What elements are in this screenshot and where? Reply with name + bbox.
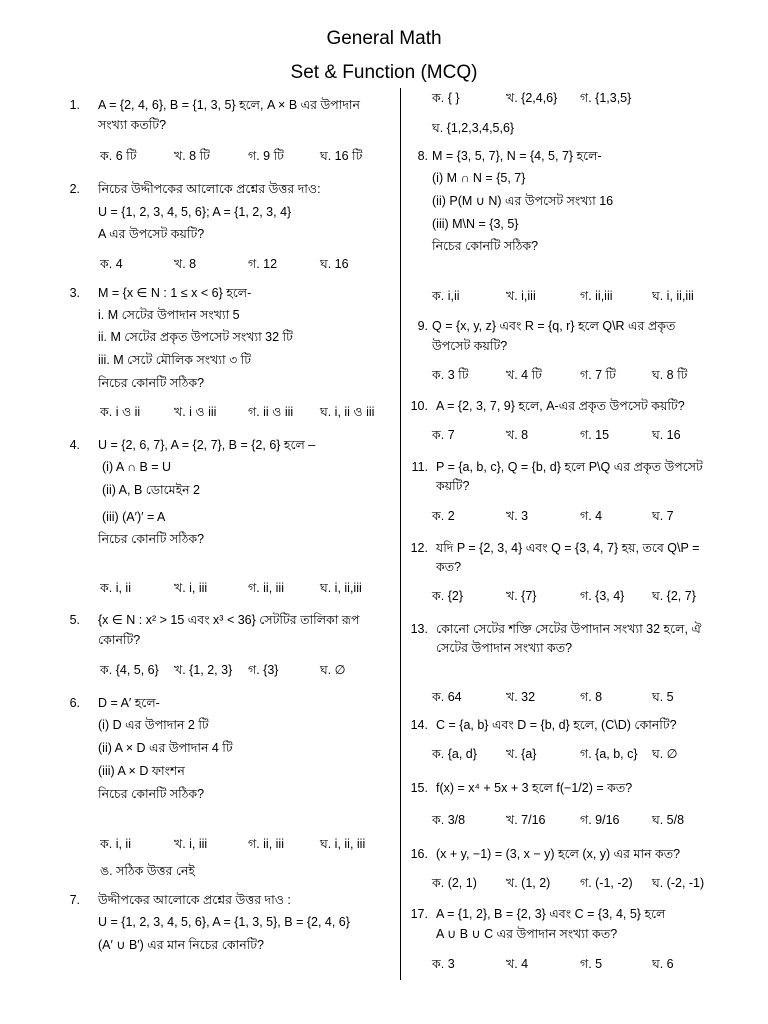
question-text: U = {2, 6, 7}, A = {2, 7}, B = {2, 6} হলে – xyxy=(98,438,316,452)
question-number: 1. xyxy=(69,98,80,112)
question-text: P = {a, b, c}, Q = {b, d} হলে P\Q এর প্রকৃত উপসেট xyxy=(436,460,703,474)
question-text: iii. M সেটে মৌলিক সংখ্যা ৩ টি xyxy=(98,353,252,367)
question-text: U = {1, 2, 3, 4, 5, 6}, A = {1, 3, 5}, B = {2, 4, 6} xyxy=(98,915,350,929)
option-gha[interactable]: ঘ. 8 টি xyxy=(652,368,688,382)
option-ga[interactable]: গ. 9 টি xyxy=(248,149,284,163)
question-number: 7. xyxy=(69,893,80,907)
option-kha[interactable]: খ. 8 xyxy=(506,428,529,442)
question-text: (iii) (A′)′ = A xyxy=(102,510,166,524)
option-kha[interactable]: খ. {a} xyxy=(506,747,537,761)
option-kha[interactable]: খ. 8 টি xyxy=(174,149,210,163)
option-kha[interactable]: খ. i ও iii xyxy=(174,405,217,419)
question-number: 17. xyxy=(410,907,428,921)
option-ka[interactable]: ক. {a, d} xyxy=(432,747,477,761)
question-text: U = {1, 2, 3, 4, 5, 6}; A = {1, 2, 3, 4} xyxy=(98,205,292,219)
option-gha[interactable]: ঘ. 16 টি xyxy=(320,149,363,163)
question-text: উপসেট কয়টি? xyxy=(432,339,508,353)
option-gha[interactable]: ঘ. {2, 7} xyxy=(652,589,696,603)
option-gha[interactable]: ঘ. ∅ xyxy=(320,663,346,677)
question-text: নিচের কোনটি সঠিক? xyxy=(432,239,539,253)
question-text: (A′ ∪ B′) এর মান নিচের কোনটি? xyxy=(98,938,265,952)
question-number: 14. xyxy=(410,718,428,732)
option-ka[interactable]: ক. 2 xyxy=(432,509,455,523)
question-text: কোনটি? xyxy=(98,633,141,647)
question-number: 12. xyxy=(410,541,428,555)
option-ga[interactable]: গ. (-1, -2) xyxy=(580,876,633,890)
option-ka[interactable]: ক. 3/8 xyxy=(432,813,466,827)
option-ga[interactable]: গ. 9/16 xyxy=(580,813,620,827)
question-text: C = {a, b} এবং D = {b, d} হলে, (C\D) কোনটি? xyxy=(436,718,677,732)
option-ga[interactable]: গ. 8 xyxy=(580,690,603,704)
option-ga[interactable]: গ. {a, b, c} xyxy=(580,747,638,761)
question-text: নিচের উদ্দীপকের আলোকে প্রশ্নের উত্তর দাও: xyxy=(98,182,321,196)
question-text: উদ্দীপকের আলোকে প্রশ্নের উত্তর দাও : xyxy=(98,893,291,907)
question-number: 9. xyxy=(417,319,428,333)
option-kha[interactable]: খ. 8 xyxy=(174,257,197,271)
option-gha[interactable]: ঘ. {1,2,3,4,5,6} xyxy=(432,121,515,135)
question-text: সেটের উপাদান সংখ্যা কত? xyxy=(436,641,573,655)
option-ka[interactable]: ক. 64 xyxy=(432,690,462,704)
option-ka[interactable]: ক. i, ii xyxy=(100,837,131,851)
option-kha[interactable]: খ. 3 xyxy=(506,509,529,523)
option-ga[interactable]: গ. {3, 4} xyxy=(580,589,625,603)
option-ka[interactable]: ক. i,ii xyxy=(432,289,460,303)
option-gha[interactable]: ঘ. i, ii, iii xyxy=(320,837,366,851)
question-text: D = A′ হলে- xyxy=(98,696,160,710)
option-ka[interactable]: ক. 6 টি xyxy=(100,149,137,163)
option-ka[interactable]: ক. 7 xyxy=(432,428,455,442)
option-gha[interactable]: ঘ. (-2, -1) xyxy=(652,876,705,890)
question-text: (x + y, −1) = (3, x − y) হলে (x, y) এর মান কত? xyxy=(436,847,681,861)
option-gha[interactable]: ঘ. 7 xyxy=(652,509,674,523)
question-text: (i) M ∩ N = {5, 7} xyxy=(432,171,526,185)
question-number: 16. xyxy=(410,847,428,861)
option-kha[interactable]: খ. i,iii xyxy=(506,289,536,303)
question-text: (iii) M\N = {3, 5} xyxy=(432,217,519,231)
option-umo[interactable]: ঙ. সঠিক উত্তর নেই xyxy=(100,864,195,878)
question-text: f(x) = x⁴ + 5x + 3 হলে f(−1/2) = কত? xyxy=(436,781,633,795)
option-kha[interactable]: খ. 7/16 xyxy=(506,813,546,827)
option-gha[interactable]: ঘ. 5/8 xyxy=(652,813,685,827)
option-kha[interactable]: খ. 4 xyxy=(506,957,529,971)
option-ga[interactable]: গ. ii ও iii xyxy=(248,405,294,419)
question-7-options xyxy=(400,90,768,140)
question-text: নিচের কোনটি সঠিক? xyxy=(98,787,205,801)
option-ga[interactable]: গ. ii, iii xyxy=(248,837,284,851)
question-number: 4. xyxy=(69,438,80,452)
option-kha[interactable]: খ. (1, 2) xyxy=(506,876,551,890)
option-gha[interactable]: ঘ. i, ii,iii xyxy=(652,289,694,303)
question-text: {x ∈ N : x² > 15 এবং x³ < 36} সেটটির তালিকা রূপ xyxy=(98,613,360,627)
question-number: 8. xyxy=(417,149,428,163)
question-text: (ii) P(M ∪ N) এর উপসেট সংখ্যা 16 xyxy=(432,194,614,208)
option-ga[interactable]: গ. {3} xyxy=(248,663,279,677)
option-gha[interactable]: ঘ. 5 xyxy=(652,690,674,704)
option-gha[interactable]: ঘ. ∅ xyxy=(652,747,678,761)
question-number: 11. xyxy=(411,460,428,474)
page-subtitle: Set & Function (MCQ) xyxy=(290,62,478,83)
question-number: 2. xyxy=(69,182,80,196)
question-text: কত? xyxy=(436,560,462,574)
option-ga[interactable]: গ. 15 xyxy=(580,428,610,442)
option-ga[interactable]: গ. 5 xyxy=(580,957,603,971)
option-ka[interactable]: ক. 3 xyxy=(432,957,455,971)
question-text: A = {1, 2}, B = {2, 3} এবং C = {3, 4, 5} হলে xyxy=(436,907,666,921)
question-text: নিচের কোনটি সঠিক? xyxy=(98,532,205,546)
option-ga[interactable]: গ. ii, iii xyxy=(248,581,284,595)
question-number: 13. xyxy=(410,622,428,636)
question-text: (i) A ∩ B = U xyxy=(102,460,172,474)
option-ga[interactable]: গ. 4 xyxy=(580,509,603,523)
question-number: 3. xyxy=(69,286,80,300)
question-text: নিচের কোনটি সঠিক? xyxy=(98,376,205,390)
option-ka[interactable]: ক. {4, 5, 6} xyxy=(100,663,159,677)
option-kha[interactable]: খ. 4 টি xyxy=(506,368,542,382)
page-title: General Math xyxy=(326,28,442,49)
option-gha[interactable]: ঘ. 16 xyxy=(652,428,681,442)
option-gha[interactable]: ঘ. i, ii,iii xyxy=(320,581,362,595)
option-ga[interactable]: গ. 7 টি xyxy=(580,368,616,382)
question-text: Q = {x, y, z} এবং R = {q, r} হলে Q\R এর প্রকৃত xyxy=(432,319,676,333)
option-kha[interactable]: খ. i, iii xyxy=(174,581,208,595)
question-text: M = {3, 5, 7}, N = {4, 5, 7} হলে- xyxy=(432,149,602,163)
question-text: ii. M সেটের প্রকৃত উপসেট সংখ্যা 32 টি xyxy=(98,330,293,344)
option-kha[interactable]: খ. {7} xyxy=(506,589,537,603)
option-gha[interactable]: ঘ. 6 xyxy=(652,957,674,971)
option-ka[interactable]: ক. (2, 1) xyxy=(432,876,477,890)
option-gha[interactable]: ঘ. 16 xyxy=(320,257,349,271)
option-ka[interactable]: ক. 3 টি xyxy=(432,368,469,382)
question-text: (iii) A × D ফাংশন xyxy=(98,764,185,778)
option-ka[interactable]: ক. {2} xyxy=(432,589,463,603)
question-text: যদি P = {2, 3, 4} এবং Q = {3, 4, 7} হয়, তবে Q\P = xyxy=(436,541,700,555)
question-number: 10. xyxy=(410,399,428,413)
question-text: M = {x ∈ N : 1 ≤ x < 6} হলে- xyxy=(98,286,252,300)
option-gha[interactable]: ঘ. i, ii ও iii xyxy=(320,405,375,419)
option-ka[interactable]: ক. 4 xyxy=(100,257,123,271)
question-text: A = {2, 3, 7, 9} হলে, A-এর প্রকৃত উপসেট কয়টি? xyxy=(436,399,685,413)
question-text: (ii) A × D এর উপাদান 4 টি xyxy=(98,741,233,755)
question-text: সংখ্যা কতটি? xyxy=(98,118,167,132)
question-text: কয়টি? xyxy=(436,479,470,493)
option-kha[interactable]: খ. {1, 2, 3} xyxy=(174,663,233,677)
option-ka[interactable]: ক. i, ii xyxy=(100,581,131,595)
question-text: A ∪ B ∪ C এর উপাদান সংখ্যা কত? xyxy=(436,927,618,941)
option-ka[interactable]: ক. { } xyxy=(432,91,460,105)
question-number: 5. xyxy=(69,613,80,627)
question-text: i. M সেটের উপাদান সংখ্যা 5 xyxy=(98,308,240,322)
question-text: A = {2, 4, 6}, B = {1, 3, 5} হলে, A × B এর উপাদান xyxy=(98,98,360,112)
question-text: কোনো সেটের শক্তি সেটের উপাদান সংখ্যা 32 হলে, ঐ xyxy=(436,622,702,636)
option-kha[interactable]: খ. i, iii xyxy=(174,837,208,851)
option-ga[interactable]: গ. 12 xyxy=(248,257,278,271)
question-number: 6. xyxy=(69,696,80,710)
question-text: (ii) A, B ডোমেইন 2 xyxy=(102,483,201,497)
question-text: A এর উপসেট কয়টি? xyxy=(98,227,205,241)
option-ga[interactable]: গ. {1,3,5} xyxy=(580,91,632,105)
option-ga[interactable]: গ. ii,iii xyxy=(580,289,613,303)
question-number: 15. xyxy=(410,781,428,795)
option-kha[interactable]: খ. {2,4,6} xyxy=(506,91,558,105)
question-text: (i) D এর উপাদান 2 টি xyxy=(98,718,209,732)
option-ka[interactable]: ক. i ও ii xyxy=(100,405,141,419)
option-kha[interactable]: খ. 32 xyxy=(506,690,536,704)
